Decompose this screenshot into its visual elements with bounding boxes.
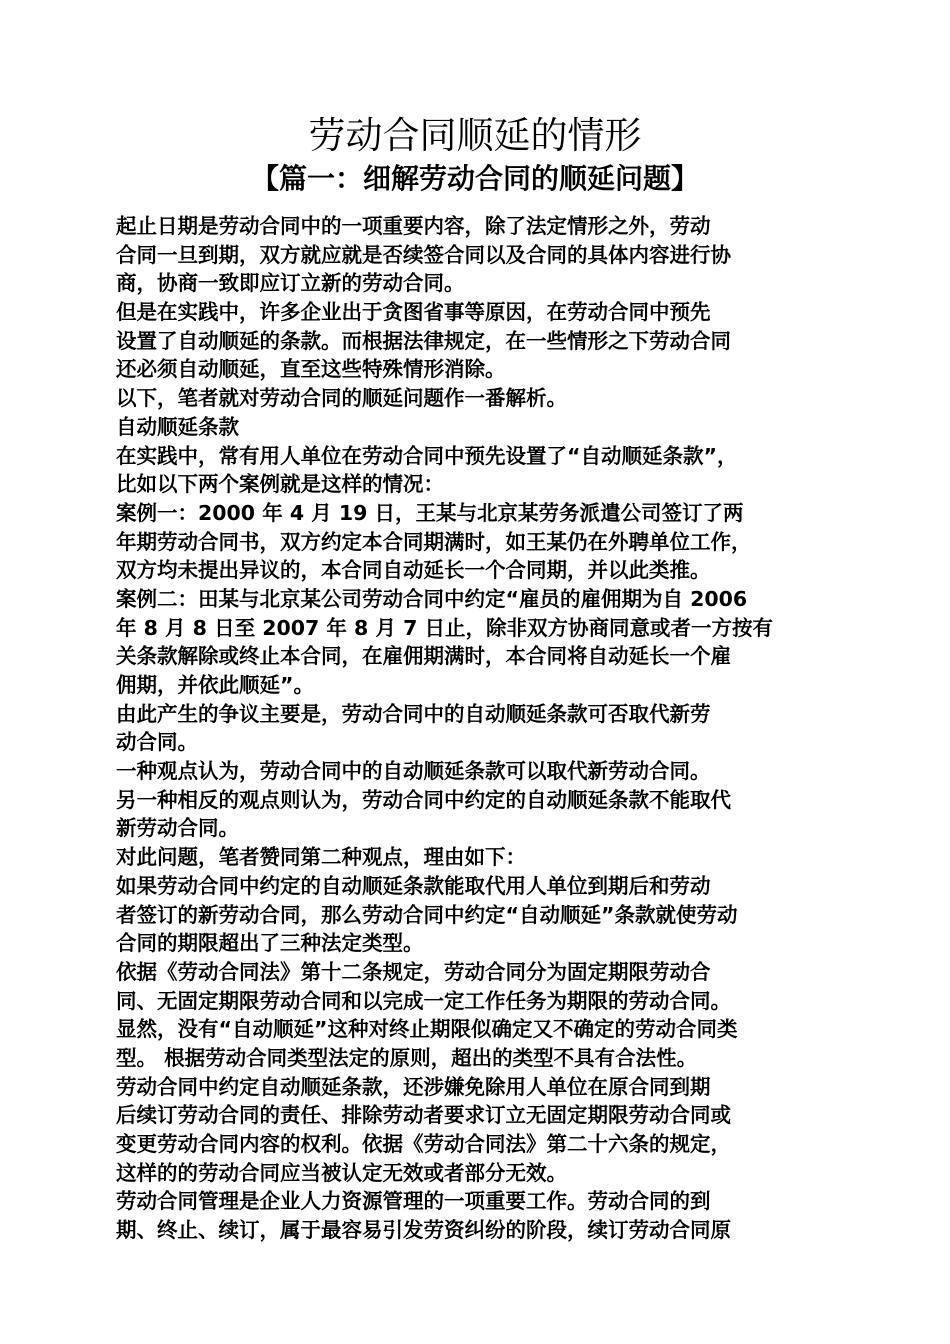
body-text-line: 案例二：田某与北京某公司劳动合同中约定“雇员的雇佣期为自 2006 (116, 586, 748, 611)
body-text-line: 年期劳动合同书，双方约定本合同期满时，如王某仍在外聘单位工作， (116, 529, 752, 554)
body-text-line: 案例一：2000 年 4 月 19 日，王某与北京某劳务派遣公司签订了两 (116, 500, 744, 525)
body-text-line: 同、无固定期限劳动合同和以完成一定工作任务为期限的劳动合同。 (116, 988, 731, 1013)
body-text-line: 佣期，并依此顺延”。 (116, 673, 314, 697)
body-text-line: 在实践中，常有用人单位在劳动合同中预先设置了“自动顺延条款”， (116, 443, 738, 468)
body-text-line: 起止日期是劳动合同中的一项重要内容，除了法定情形之外，劳动 (116, 214, 711, 238)
body-text-line: 比如以下两个案例就是这样的情况： (116, 472, 444, 497)
body-text-line: 另一种相反的观点则认为，劳动合同中约定的自动顺延条款不能取代 (116, 787, 731, 812)
document-body (116, 212, 846, 1245)
body-text-line: 劳动合同管理是企业人力资源管理的一项重要工作。劳动合同的到 (116, 1189, 711, 1214)
body-text-line: 年 8 月 8 日至 2007 年 8 月 7 日止，除非双方协商同意或者一方按有 (116, 615, 773, 640)
body-text-line: 设置了自动顺延的条款。而根据法律规定，在一些情形之下劳动合同 (116, 328, 731, 353)
body-text-line: 者签订的新劳动合同，那么劳动合同中约定“自动顺延”条款就使劳动 (116, 902, 738, 927)
body-text-line: 劳动合同中约定自动顺延条款，还涉嫌免除用人单位在原合同到期 (116, 1074, 711, 1099)
body-text-line: 但是在实践中，许多企业出于贪图省事等原因，在劳动合同中预先 (116, 300, 711, 325)
body-text-line: 这样的的劳动合同应当被认定无效或者部分无效。 (116, 1160, 567, 1185)
body-text-line: 动合同。 (116, 730, 198, 755)
body-text-line: 新劳动合同。 (116, 816, 239, 841)
body-text-line: 型。 根据劳动合同类型法定的原则，超出的类型不具有合法性。 (116, 1045, 698, 1070)
body-text-line: 商，协商一致即应订立新的劳动合同。 (116, 271, 465, 296)
body-text-line: 变更劳动合同内容的权利。依据《劳动合同法》第二十六条的规定， (116, 1132, 731, 1156)
body-text-line: 依据《劳动合同法》第十二条规定，劳动合同分为固定期限劳动合 (116, 959, 711, 984)
body-text-line: 一种观点认为，劳动合同中的自动顺延条款可以取代新劳动合同。 (116, 759, 711, 784)
body-text-line: 还必须自动顺延，直至这些特殊情形消除。 (116, 357, 506, 382)
body-text-line: 以下，笔者就对劳动合同的顺延问题作一番解析。 (116, 386, 567, 411)
body-text-line: 如果劳动合同中约定的自动顺延条款能取代用人单位到期后和劳动 (116, 873, 711, 898)
body-text-line: 由此产生的争议主要是，劳动合同中的自动顺延条款可否取代新劳 (116, 701, 711, 726)
body-text-line: 显然，没有“自动顺延”这种对终止期限似确定又不确定的劳动合同类 (116, 1017, 738, 1042)
document-subtitle: 【篇一：细解劳动合同的顺延问题】 (250, 162, 699, 195)
body-text-line: 合同的期限超出了三种法定类型。 (116, 931, 424, 956)
body-text-line: 合同一旦到期，双方就应就是否续签合同以及合同的具体内容进行协 (116, 242, 731, 267)
body-text-line: 后续订劳动合同的责任、排除劳动者要求订立无固定期限劳动合同或 (116, 1103, 731, 1128)
body-text-line: 双方均未提出异议的，本合同自动延长一个合同期，并以此类推。 (116, 558, 711, 583)
document-title: 劳动合同顺延的情形 (308, 114, 642, 157)
body-text-line: 关条款解除或终止本合同，在雇佣期满时，本合同将自动延长一个雇 (116, 644, 731, 669)
body-text-line: 对此问题，笔者赞同第二种观点，理由如下： (116, 845, 526, 870)
body-text-line: 期、终止、续订，属于最容易引发劳资纠纷的阶段，续订劳动合同原 (116, 1218, 731, 1243)
body-text-line: 自动顺延条款 (116, 414, 239, 439)
